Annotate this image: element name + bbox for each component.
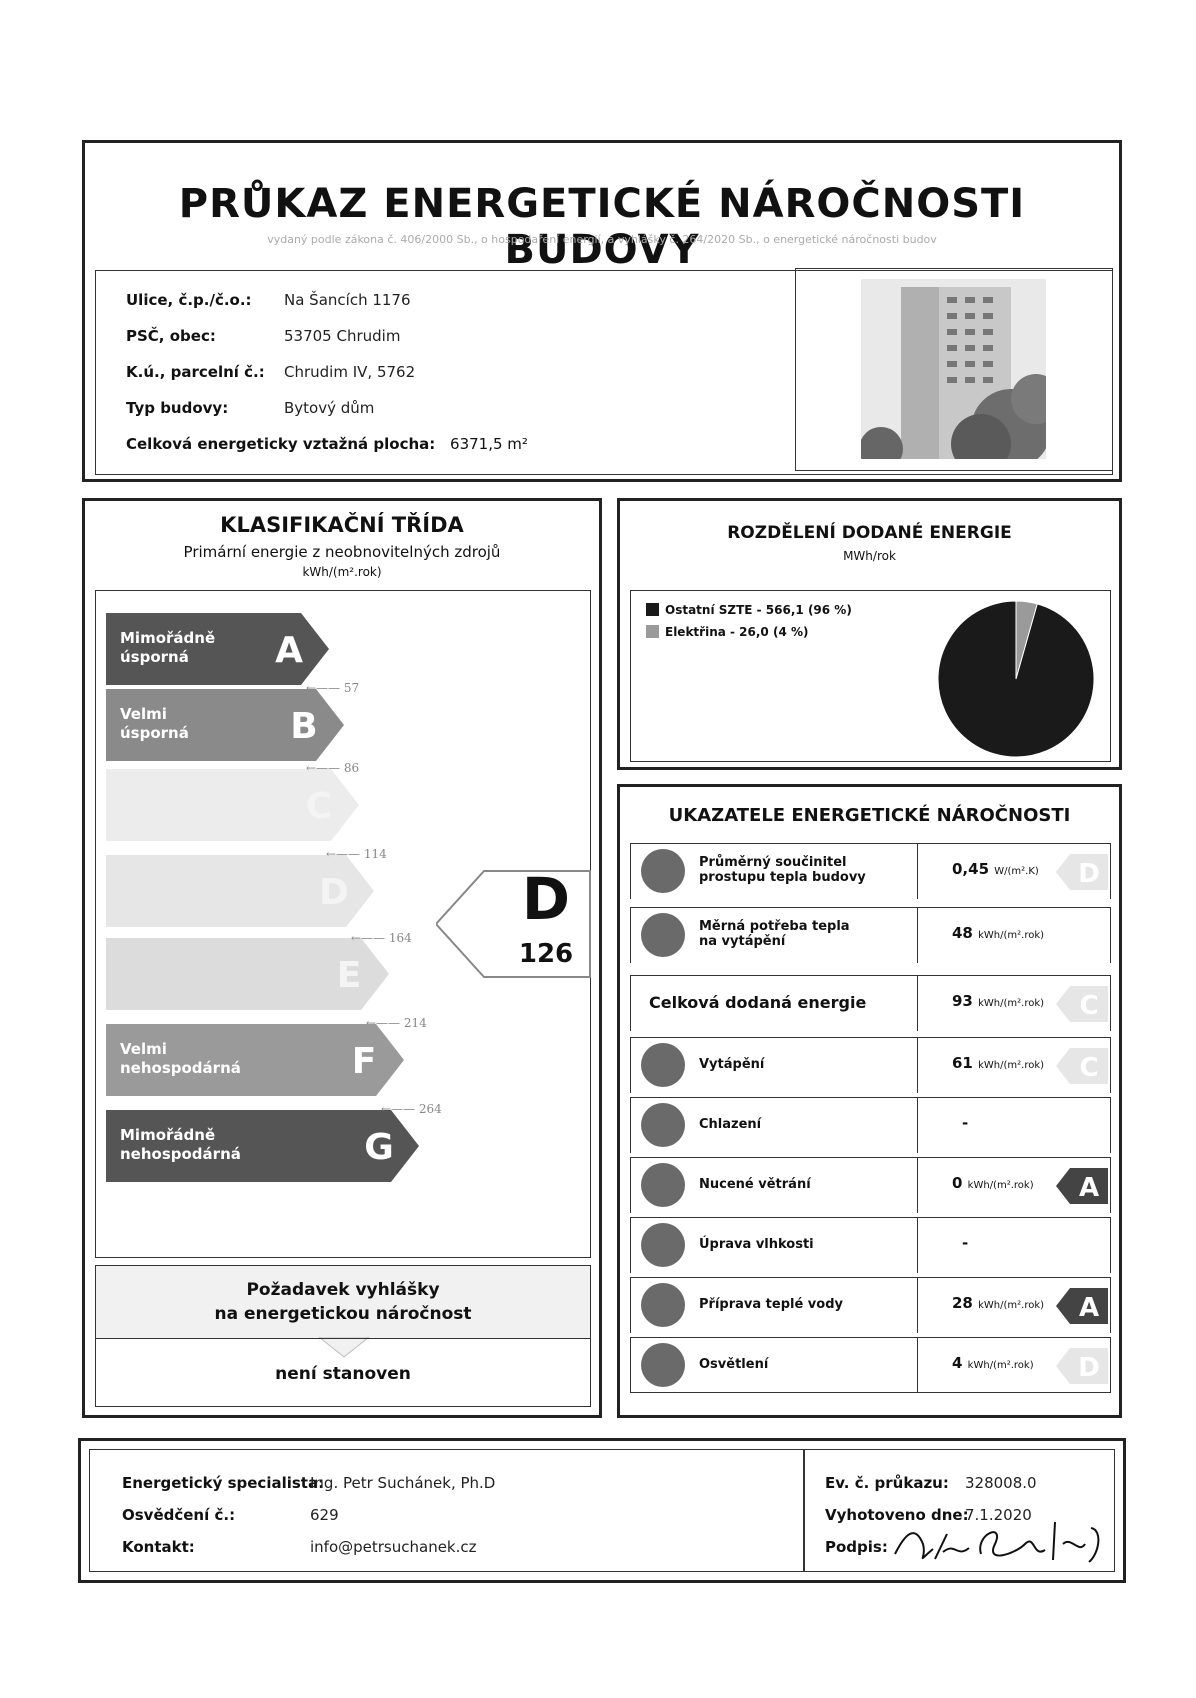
indicator-value-7: -	[962, 1234, 969, 1252]
indicator-value-4: 61 kWh/(m².rok)	[952, 1054, 1045, 1072]
indicator-name-1: Průměrný součinitel prostupu tepla budovy	[699, 855, 866, 885]
ev-label: Ev. č. průkazu:	[825, 1474, 949, 1492]
ev-value: 328008.0	[965, 1474, 1037, 1492]
indicator-unit-2: kWh/(m².rok)	[978, 930, 1045, 941]
indicator-value-3: 93 kWh/(m².rok)	[952, 992, 1045, 1010]
type-value: Bytový dům	[284, 399, 375, 417]
indicator-name-2: Měrná potřeba tepla na vytápění	[699, 919, 850, 949]
current-class-letter: D	[521, 865, 571, 933]
class-label-line1-f: Velmi	[120, 1040, 167, 1058]
indicator-class-badge-3	[1056, 986, 1108, 1022]
class-label-line1-a: Mimořádně	[120, 629, 216, 647]
energy-class-scale	[95, 590, 591, 1258]
indicator-class-badge-4	[1056, 1048, 1108, 1084]
contact-label: Kontakt:	[122, 1538, 195, 1556]
svg-text:A: A	[1078, 1293, 1100, 1323]
requirement-box	[95, 1265, 591, 1407]
class-arrow-a	[106, 613, 329, 685]
class-limit-6: ←—— 264	[381, 1102, 442, 1116]
classification-subheading: Primární energie z neobnovitelných zdrojů	[183, 543, 501, 561]
legend-swatch-szte	[646, 603, 659, 616]
pie-chart	[936, 599, 1096, 759]
indicator-value-box-4	[917, 1038, 1112, 1093]
indicator-class-badge-6	[1056, 1168, 1108, 1204]
indicator-name-3: Celková dodaná energie	[649, 993, 867, 1012]
class-arrow-c	[106, 769, 359, 841]
date-value: 7.1.2020	[965, 1506, 1032, 1524]
indicator-unit-8: kWh/(m².rok)	[978, 1300, 1045, 1311]
type-label: Typ budovy:	[126, 399, 229, 417]
class-arrow-f	[106, 1024, 404, 1096]
indicator-value-1: 0,45 W/(m².K)	[952, 860, 1039, 878]
indicator-row-7	[630, 1217, 1111, 1273]
class-limit-3: ←—— 114	[326, 847, 387, 861]
indicator-value-box-9	[917, 1338, 1112, 1392]
indicator-unit-9: kWh/(m².rok)	[967, 1360, 1034, 1371]
indicator-value-2: 48 kWh/(m².rok)	[952, 924, 1045, 942]
legend-item-electricity	[646, 625, 808, 639]
class-limit-5: ←—— 214	[366, 1016, 427, 1030]
indicator-row-9	[630, 1337, 1111, 1393]
certificate-box	[804, 1449, 1115, 1572]
indicator-name-4: Vytápění	[699, 1057, 765, 1072]
indicator-row-5	[630, 1097, 1111, 1153]
indicator-row-6	[630, 1157, 1111, 1213]
class-label-line2-a: úsporná	[120, 648, 189, 666]
fan-icon	[641, 1163, 685, 1207]
ku-value: Chrudim IV, 5762	[284, 363, 416, 381]
cert-label: Osvědčení č.:	[122, 1506, 236, 1524]
current-class-value: 126	[518, 939, 574, 969]
legend-swatch-electricity	[646, 625, 659, 638]
indicator-value-6: 0 kWh/(m².rok)	[952, 1174, 1034, 1192]
class-letter-b: B	[290, 706, 318, 747]
class-letter-e: E	[336, 955, 362, 996]
indicator-name-7: Úprava vlhkosti	[699, 1237, 814, 1252]
class-letter-a: A	[275, 630, 303, 671]
svg-text:C: C	[1079, 1053, 1099, 1083]
page-title: PRŮKAZ ENERGETICKÉ NÁROČNOSTI BUDOVY	[178, 181, 1026, 273]
area-value: 6371,5 m²	[450, 435, 528, 453]
indicator-row-4	[630, 1037, 1111, 1093]
indicator-value-box-8	[917, 1278, 1112, 1333]
building-photo-box	[795, 268, 1113, 471]
specialist-value: Ing. Petr Suchánek, Ph.D	[310, 1474, 496, 1492]
class-label-line1-g: Mimořádně	[120, 1126, 216, 1144]
type-row	[126, 399, 375, 417]
legend-label-szte: Ostatní SZTE - 566,1 (96 %)	[665, 603, 852, 617]
requirement-header-bg	[96, 1266, 590, 1338]
indicator-class-badge-8	[1056, 1288, 1108, 1324]
indicator-row-8	[630, 1277, 1111, 1333]
pie-chart-box	[630, 590, 1111, 762]
indicators-section	[617, 784, 1122, 1418]
date-label: Vyhotoveno dne:	[825, 1506, 969, 1524]
indicator-value-9: 4 kWh/(m².rok)	[952, 1354, 1034, 1372]
indicator-class-badge-1	[1056, 854, 1108, 890]
indicator-unit-4: kWh/(m².rok)	[978, 1060, 1045, 1071]
class-letter-g: G	[364, 1127, 394, 1168]
indicator-name-5: Chlazení	[699, 1117, 762, 1132]
legend-label-electricity: Elektřina - 26,0 (4 %)	[665, 625, 809, 639]
thermometer-plus-icon	[641, 1043, 685, 1087]
pie-slice-szte	[938, 601, 1094, 757]
svg-text:C: C	[1079, 991, 1099, 1021]
class-limit-1: ←—— 57	[306, 681, 360, 695]
psc-value: 53705 Chrudim	[284, 327, 401, 345]
requirement-value: není stanoven	[275, 1364, 411, 1384]
cert-value: 629	[310, 1506, 339, 1524]
svg-text:D: D	[1078, 1353, 1100, 1383]
specialist-box	[89, 1449, 804, 1572]
area-label: Celková energeticky vztažná plocha:	[126, 435, 436, 453]
indicator-unit-1: W/(m².K)	[994, 866, 1039, 877]
svg-text:D: D	[1078, 859, 1100, 889]
signature-image	[885, 1514, 1110, 1572]
indicator-row-3	[630, 975, 1111, 1031]
classification-section	[82, 498, 602, 1418]
specialist-label: Energetický specialista:	[122, 1474, 325, 1492]
class-label-line2-f: nehospodárná	[120, 1059, 241, 1077]
indicator-class-badge-9	[1056, 1348, 1108, 1384]
indicator-value-box-6	[917, 1158, 1112, 1213]
indicator-name-8: Příprava teplé vody	[699, 1297, 843, 1312]
class-label-line2-g: nehospodárná	[120, 1145, 241, 1163]
thermometer-minus-icon	[641, 1103, 685, 1147]
indicator-name-9: Osvětlení	[699, 1357, 769, 1372]
svg-text:A: A	[1078, 1173, 1100, 1203]
class-limit-4: ←—— 164	[351, 931, 412, 945]
class-arrow-g	[106, 1110, 419, 1182]
heat-waves-icon	[641, 913, 685, 957]
house-icon	[641, 849, 685, 893]
classification-unit: kWh/(m².rok)	[302, 565, 382, 579]
indicators-heading: UKAZATELE ENERGETICKÉ NÁROČNOSTI	[668, 805, 1071, 826]
class-limit-2: ←—— 86	[306, 761, 360, 775]
footer-section	[78, 1438, 1126, 1583]
psc-label: PSČ, obec:	[126, 327, 216, 345]
ku-row	[126, 363, 416, 381]
indicator-unit-3: kWh/(m².rok)	[978, 998, 1045, 1009]
legend-item-szte	[646, 603, 852, 617]
ku-label: K.ú., parcelní č.:	[126, 363, 265, 381]
indicator-name-6: Nucené větrání	[699, 1177, 811, 1192]
indicator-value-box-3	[917, 976, 1112, 1031]
indicator-value-box-1	[917, 844, 1112, 899]
class-arrow-e	[106, 938, 389, 1010]
requirement-title-1: Požadavek vyhlášky	[246, 1280, 440, 1300]
class-arrow-d	[106, 855, 374, 927]
class-letter-f: F	[351, 1041, 377, 1082]
sign-label: Podpis:	[825, 1538, 888, 1556]
indicator-row-1	[630, 843, 1111, 899]
street-value: Na Šancích 1176	[284, 291, 411, 309]
distribution-section	[617, 498, 1122, 770]
class-arrow-b	[106, 689, 344, 761]
indicator-value-5: -	[962, 1114, 969, 1132]
building-photo	[861, 279, 1046, 459]
distribution-unit: MWh/rok	[843, 549, 896, 563]
class-label-line2-b: úsporná	[120, 724, 189, 742]
street-label: Ulice, č.p./č.o.:	[126, 291, 252, 309]
water-tap-icon	[641, 1283, 685, 1327]
requirement-title-2: na energetickou náročnost	[214, 1304, 472, 1324]
indicator-value-box-7	[917, 1218, 1112, 1273]
classification-heading: KLASIFIKAČNÍ TŘÍDA	[220, 513, 464, 537]
area-row	[126, 435, 528, 453]
indicator-value-box-2	[917, 908, 1112, 963]
indicator-value-box-5	[917, 1098, 1112, 1153]
contact-value: info@petrsuchanek.cz	[310, 1538, 477, 1556]
indicator-value-8: 28 kWh/(m².rok)	[952, 1294, 1045, 1312]
class-letter-d: D	[319, 872, 349, 913]
light-bulb-icon	[641, 1343, 685, 1387]
psc-row	[126, 327, 401, 345]
humidity-icon	[641, 1223, 685, 1267]
indicator-unit-6: kWh/(m².rok)	[967, 1180, 1034, 1191]
street-row	[126, 291, 411, 309]
page-subtitle: vydaný podle zákona č. 406/2000 Sb., o hospodaření energií, a vyhlášky č. 264/2020 Sb., o energetické náročnosti budov	[267, 233, 937, 246]
indicator-row-2	[630, 907, 1111, 963]
class-label-line1-b: Velmi	[120, 705, 167, 723]
requirement-pointer	[319, 1337, 369, 1359]
class-letter-c: C	[305, 786, 333, 827]
requirement-divider	[96, 1338, 590, 1339]
distribution-heading: ROZDĚLENÍ DODANÉ ENERGIE	[727, 523, 1012, 543]
